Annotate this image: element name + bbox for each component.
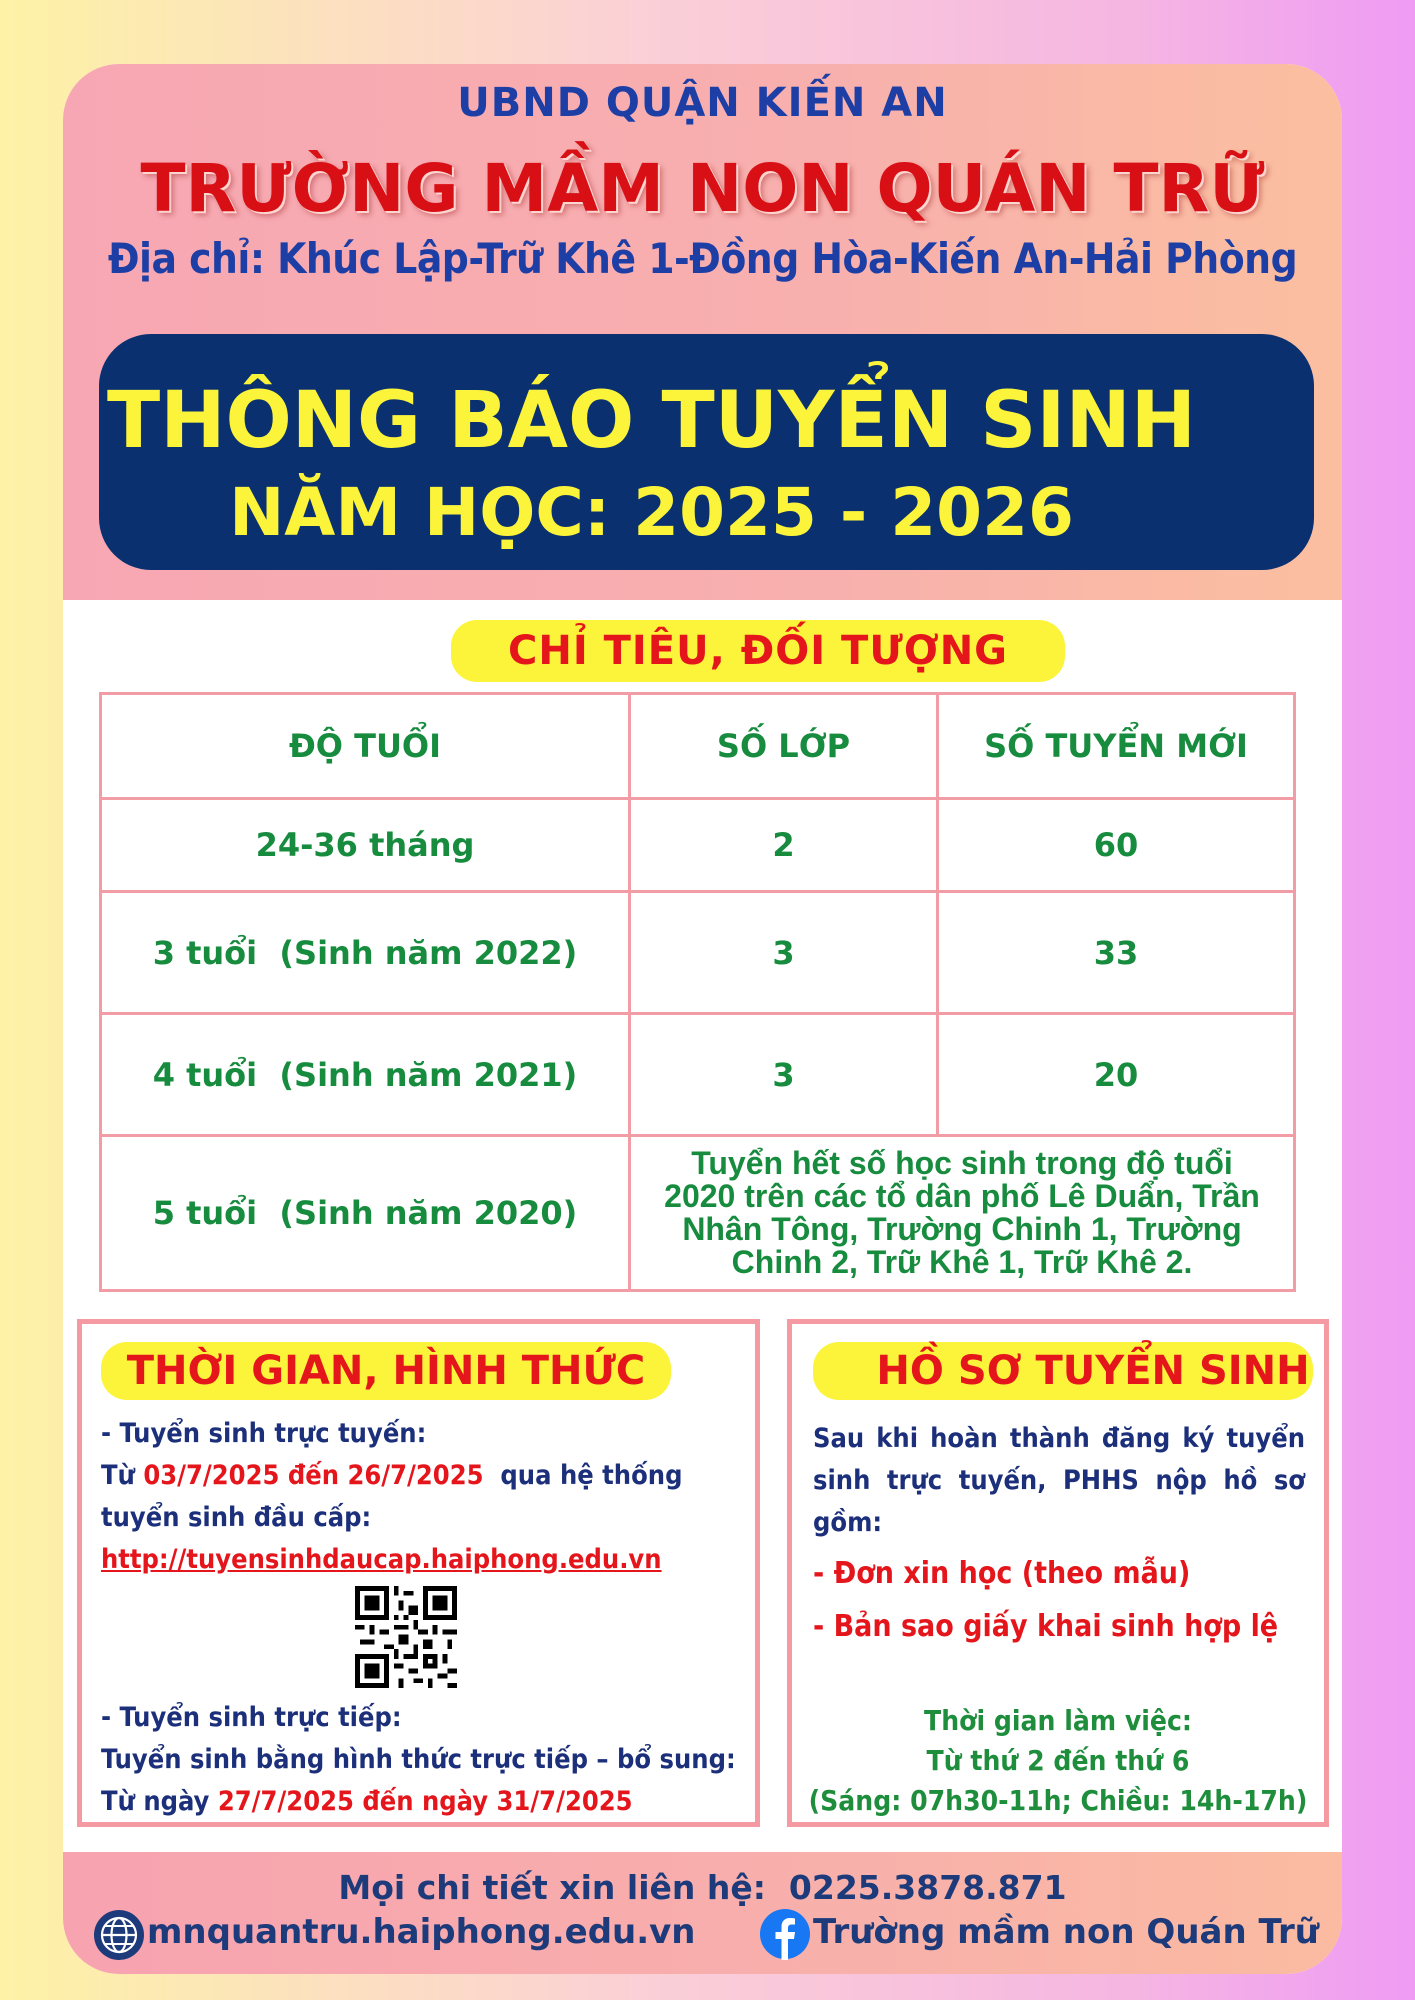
- banner-year: NĂM HỌC: 2025 - 2026: [229, 474, 1074, 551]
- facebook-page[interactable]: Trường mầm non Quán Trữ: [813, 1912, 1319, 1952]
- documents-heading: HỒ SƠ TUYỂN SINH: [813, 1342, 1313, 1400]
- title-banner: [99, 334, 1314, 570]
- documents-intro: Sau khi hoàn thành đăng ký tuyển sinh trực tuyến, PHHS nộp hồ sơ gồm:: [813, 1423, 1305, 1538]
- cell-age: 24-36 tháng: [101, 799, 630, 892]
- cell-classes: 3: [630, 892, 938, 1014]
- online-dates: 03/7/2025 đến 26/7/2025: [143, 1460, 484, 1491]
- documents-item-2: - Bản sao giấy khai sinh hợp lệ: [813, 1609, 1279, 1644]
- direct-dates-line: [101, 1786, 633, 1817]
- cell-new: 33: [938, 892, 1295, 1014]
- school-name: TRƯỜNG MẦM NON QUÁN TRỮ: [140, 150, 1265, 227]
- quota-table: [99, 692, 1296, 1292]
- cell-classes: 3: [630, 1014, 938, 1136]
- time-method-heading: THỜI GIAN, HÌNH THỨC: [101, 1342, 671, 1400]
- col-classes: SỐ LỚP: [630, 694, 938, 799]
- hours-days: Từ thứ 2 đến thứ 6: [926, 1744, 1190, 1777]
- col-age: ĐỘ TUỔI: [101, 694, 630, 799]
- table-row: [101, 799, 1295, 892]
- online-via: qua hệ thống: [483, 1460, 683, 1491]
- table-row: [101, 1136, 1295, 1291]
- quota-heading: CHỈ TIÊU, ĐỐI TƯỢNG: [451, 620, 1065, 682]
- col-new: SỐ TUYỂN MỚI: [938, 694, 1295, 799]
- table-header-row: [101, 694, 1295, 799]
- online-from: Từ: [101, 1460, 144, 1491]
- table-row: [101, 1014, 1295, 1136]
- contact-line: Mọi chi tiết xin liên hệ: 0225.3878.871: [338, 1868, 1067, 1907]
- globe-icon: [93, 1909, 145, 1961]
- cell-new: 20: [938, 1014, 1295, 1136]
- online-label: - Tuyển sinh trực tuyến:: [101, 1418, 427, 1449]
- direct-from: Từ ngày: [101, 1786, 218, 1817]
- cell-age: 3 tuổi (Sinh năm 2022): [101, 892, 630, 1014]
- poster-card: [63, 64, 1342, 1974]
- online-system: tuyển sinh đầu cấp:: [101, 1502, 372, 1533]
- table-row: [101, 892, 1295, 1014]
- cell-note: Tuyển hết số học sinh trong độ tuổi 2020 trên các tổ dân phố Lê Duẩn, Trần Nhân Tông, Trường Chinh 1, Trường Chinh 2, Trữ Khê 1, Trữ Khê 2.: [630, 1136, 1295, 1291]
- enrollment-link[interactable]: http://tuyensinhdaucap.haiphong.edu.vn: [101, 1544, 662, 1575]
- qr-code: [353, 1586, 459, 1688]
- school-address: Địa chỉ: Khúc Lập-Trữ Khê 1-Đồng Hòa-Kiến An-Hải Phòng: [107, 234, 1298, 283]
- website-link[interactable]: mnquantru.haiphong.edu.vn: [147, 1912, 696, 1952]
- direct-label: - Tuyển sinh trực tiếp:: [101, 1702, 402, 1733]
- facebook-icon: [759, 1908, 811, 1960]
- hours-times: (Sáng: 07h30-11h; Chiều: 14h-17h): [808, 1784, 1308, 1817]
- documents-item-1: - Đơn xin học (theo mẫu): [813, 1556, 1191, 1591]
- cell-classes: 2: [630, 799, 938, 892]
- authority-name: UBND QUẬN KIẾN AN: [457, 80, 948, 126]
- cell-new: 60: [938, 799, 1295, 892]
- online-dates-line: [101, 1460, 682, 1491]
- cell-age: 5 tuổi (Sinh năm 2020): [101, 1136, 630, 1291]
- banner-title: THÔNG BÁO TUYỂN SINH: [106, 376, 1197, 466]
- hours-label: Thời gian làm việc:: [924, 1704, 1192, 1737]
- cell-age: 4 tuổi (Sinh năm 2021): [101, 1014, 630, 1136]
- direct-dates: 27/7/2025 đến ngày 31/7/2025: [217, 1786, 633, 1817]
- header-area: [63, 64, 1342, 600]
- direct-desc: Tuyển sinh bằng hình thức trực tiếp – bổ sung:: [101, 1744, 736, 1775]
